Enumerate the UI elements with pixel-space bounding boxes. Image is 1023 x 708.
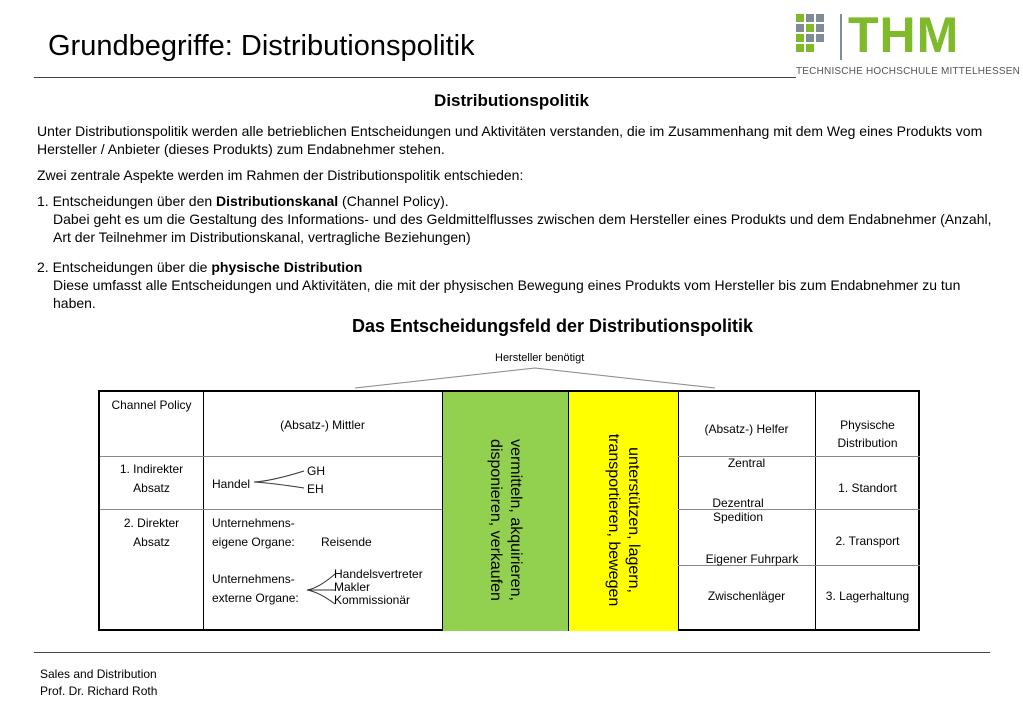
paragraph-aspects: Zwei zentrale Aspekte werden im Rahmen der Distributionspolitik entschieden: bbox=[37, 167, 524, 183]
zwischenlaeger-label: Zwischenläger bbox=[707, 589, 786, 603]
handel-branch-icon bbox=[252, 468, 312, 492]
gh-label: GH bbox=[307, 464, 325, 478]
logo-subtitle: TECHNISCHE HOCHSCHULE MITTELHESSEN bbox=[796, 66, 1021, 77]
indirekter-line2: Absatz bbox=[133, 481, 170, 495]
unternehmenseigene-organe bbox=[212, 514, 295, 552]
logo-grid-icon bbox=[796, 14, 832, 56]
direkter-line1: 2. Direkter bbox=[123, 516, 180, 530]
footer-author: Prof. Dr. Richard Roth bbox=[40, 684, 158, 698]
lagerhaltung-label: 3. Lagerhaltung bbox=[825, 589, 910, 603]
channel-policy-header: Channel Policy bbox=[111, 398, 192, 412]
transport-label: 2. Transport bbox=[835, 534, 900, 548]
zentral-label: Zentral bbox=[727, 456, 766, 470]
diagram-heading: Das Entscheidungsfeld der Distributionspolitik bbox=[351, 316, 754, 336]
item1-detail: Dabei geht es um die Gestaltung des Informations- und des Geldmittelflusses zwischen dem Hersteller eines Produkts und dem Endabnehmer (Anzahl, Art der Teilnehmer im Distributionskanal, vertragliche Beziehungen) bbox=[53, 211, 992, 245]
decision-table bbox=[98, 390, 920, 631]
section-heading: Distributionspolitik bbox=[434, 91, 589, 110]
brace-icon bbox=[350, 364, 720, 390]
yellow-line1: unterstützen, lagern, bbox=[625, 447, 642, 593]
ue-eigene-line1: Unternehmens- bbox=[212, 516, 295, 530]
thm-logo bbox=[796, 7, 1021, 78]
ue-externe-line2: externe Organe: bbox=[212, 591, 299, 605]
handelsvertreter-label: Handelsvertreter bbox=[334, 567, 423, 581]
physische-line2: Distribution bbox=[837, 436, 898, 450]
helfer-activities bbox=[603, 400, 643, 640]
header-divider bbox=[34, 77, 796, 78]
absatz-helfer-header: (Absatz-) Helfer bbox=[704, 422, 789, 436]
mittler-activities bbox=[485, 400, 525, 640]
unternehmensexterne-organe bbox=[212, 570, 299, 608]
logo-text: THM bbox=[848, 7, 960, 63]
list-item-1 bbox=[37, 192, 997, 246]
indirekter-absatz bbox=[100, 460, 203, 498]
ue-externe-line1: Unternehmens- bbox=[212, 572, 295, 586]
item2-bold: physische Distribution bbox=[211, 259, 363, 275]
hersteller-label: Hersteller benötigt bbox=[495, 352, 585, 364]
footer bbox=[40, 666, 157, 700]
physische-distribution-header bbox=[815, 416, 920, 452]
absatz-mittler-header: (Absatz-) Mittler bbox=[280, 418, 365, 432]
item1-suffix: (Channel Policy). bbox=[338, 193, 449, 209]
ue-eigene-line2: eigene Organe: bbox=[212, 535, 295, 549]
item1-prefix: 1. Entscheidungen über den bbox=[37, 193, 217, 209]
standort-label: 1. Standort bbox=[838, 481, 897, 495]
physische-line1: Physische bbox=[840, 418, 895, 432]
indirekter-line1: 1. Indirekter bbox=[119, 462, 184, 476]
eh-label: EH bbox=[307, 482, 324, 496]
dezentral-label: Dezentral bbox=[712, 496, 764, 510]
direkter-absatz bbox=[100, 514, 203, 552]
footer-course: Sales and Distribution bbox=[40, 667, 157, 681]
item2-prefix: 2. Entscheidungen über die bbox=[37, 259, 212, 275]
list-item-2 bbox=[37, 258, 987, 312]
page-title: Grundbegriffe: Distributionspolitik bbox=[48, 30, 475, 62]
item2-detail: Diese umfasst alle Entscheidungen und Aktivitäten, die mit der physischen Bewegung eines Produkts vom Hersteller bis zum Endabnehmer zu tun haben. bbox=[53, 277, 961, 311]
logo-divider bbox=[840, 14, 842, 60]
footer-divider bbox=[34, 652, 990, 653]
direkter-line2: Absatz bbox=[133, 535, 170, 549]
paragraph-definition: Unter Distributionspolitik werden alle betrieblichen Entscheidungen und Aktivitäten verstanden, die im Zusammenhang mit dem Weg eines Produkts vom Hersteller / Anbieter (dieses Produkts) zum Endabnehmer stehen. bbox=[37, 123, 983, 157]
reisende-label: Reisende bbox=[321, 535, 372, 549]
eigener-fuhrpark-label: Eigener Fuhrpark bbox=[705, 552, 799, 566]
green-line2: disponieren, verkaufen bbox=[487, 439, 504, 601]
yellow-line2: transportieren, bewegen bbox=[605, 433, 622, 607]
kommissionaer-label: Kommissionär bbox=[334, 593, 411, 607]
makler-label: Makler bbox=[334, 580, 371, 594]
spedition-label: Spedition bbox=[712, 510, 764, 524]
handel-label: Handel bbox=[212, 477, 251, 491]
item1-bold: Distributionskanal bbox=[216, 193, 339, 209]
externe-list bbox=[334, 568, 423, 607]
green-line1: vermitteln, akquirieren, bbox=[507, 439, 524, 601]
